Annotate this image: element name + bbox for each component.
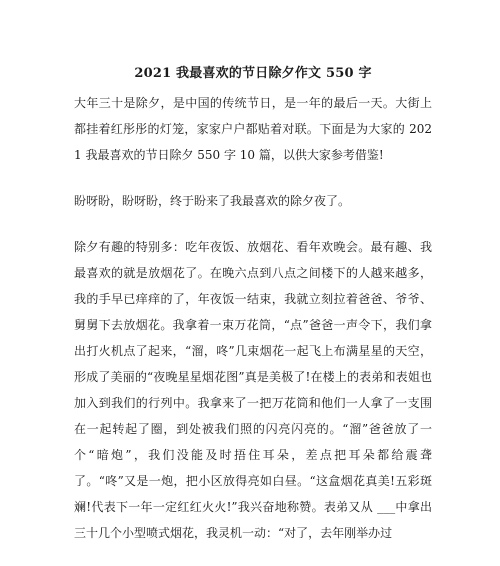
paragraph-2: 除夕有趣的特别多：吃年夜饭、放烟花、看年欢晚会。最有趣、我最喜欢的就是放烟花了。在晚六点到八点之间楼下的人越来越多，我的手早已痒痒的了，年夜饭一结束，我就立刻拉着爸爸、爷爷、舅舅下去放烟花。我拿着一束万花筒，“点”爸爸一声令下，我们拿出打火机点了起来，“溜，咚”几束烟花一起飞上布满星星的天空，形成了美丽的“夜晚星星烟花图”真是美极了!在楼上的表弟和表姐也加入到我们的行列中。我拿来了一把万花筒和他们一人拿了一支围在一起转起了圈，到处被我们照的闪亮闪亮的。“溜”爸爸放了一个“暗炮”，我们没能及时捂住耳朵，差点把耳朵都给震聋了。“咚”又是一炮，把小区放得亮如白昼。“这盒烟花真美!五彩斑斓!代表下一年一定红红火火!”我兴奋地称赞。表弟又从 ___中拿出三十几个小型喷式烟花，我灵机一动：“对了，去年刚举办过: [74, 240, 432, 540]
intro-paragraph: 大年三十是除夕，是中国的传统节日，是一年的最后一天。大街上都挂着红彤彤的灯笼，家家户户都贴着对联。下面是为大家的 2021 我最喜欢的节日除夕 550 字 10 篇，以供大家参考借鉴!: [74, 96, 432, 162]
document: [74, 64, 432, 546]
paragraph-spacer: [74, 168, 432, 188]
paragraph-1: 盼呀盼，盼呀盼，终于盼来了我最喜欢的除夕夜了。: [74, 194, 351, 208]
document-title: 2021 我最喜欢的节日除夕作文 550 字: [134, 66, 372, 81]
paragraph-spacer: [74, 214, 432, 234]
